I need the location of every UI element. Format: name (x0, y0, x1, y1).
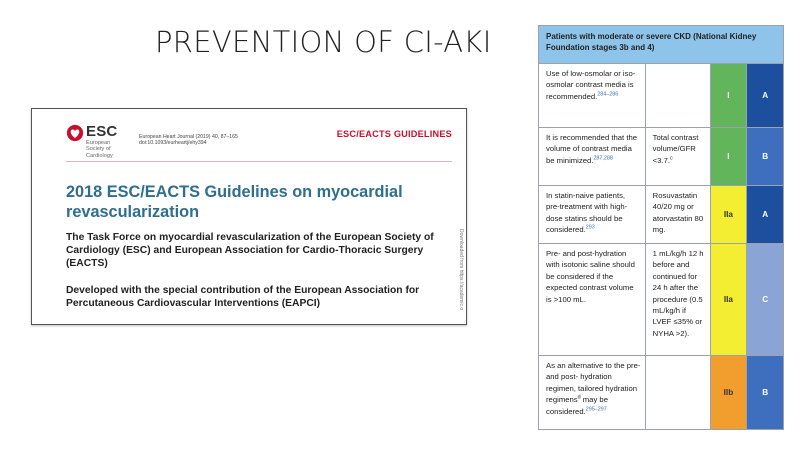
reference-number: 295–297 (585, 406, 607, 413)
download-watermark (457, 229, 465, 324)
class-badge: I (710, 64, 747, 128)
recommendation-note: 1 mL/kg/h 12 h before and continued for 24 h after the procedure (0.5 mL/kg/h if LVEF ≤35% or NYHA >2). (645, 244, 710, 356)
divider (66, 161, 452, 162)
recommendation-note: Rosuvastatin 40/20 mg or atorvastatin 80 mg. (645, 186, 710, 244)
recommendation-note (645, 356, 710, 430)
table-row (539, 128, 784, 186)
table-row (539, 186, 784, 244)
logo-subtitle: European Society of Cardiology (86, 140, 113, 159)
level-badge: C (747, 244, 784, 356)
class-badge: I (710, 128, 747, 186)
paper-title: 2018 ESC/EACTS Guidelines on myocardial revascularization (66, 183, 403, 221)
recommendation-text: It is recommended that the volume of contrast media be minimized.$^{287,288}$ (539, 128, 646, 186)
footnote-mark: c (669, 155, 673, 162)
recommendation-note: Total contrast volume/GFR <3.7.$^c$ (645, 128, 710, 186)
level-badge: B (747, 128, 784, 186)
journal-citation: European Heart Journal (2019) 40, 87–165 (139, 134, 238, 140)
level-badge: B (747, 356, 784, 430)
heart-logo-icon (66, 124, 84, 142)
level-badge: A (747, 186, 784, 244)
recommendation-text: As an alternative to the pre- and post- hydration regimen, tailored hydration regimens$^d$ may be considered.$^{295-297}$ (539, 356, 646, 430)
recommendation-text: Use of low-osmolar or iso-osmolar contrast media is recommended.$^{284-286}$ (539, 64, 646, 128)
recommendation-table (538, 25, 784, 430)
reference-number: 287,288 (593, 155, 613, 162)
table-header-row (539, 26, 784, 64)
class-badge: IIa (710, 244, 747, 356)
guideline-series-label: ESC/EACTS GUIDELINES (336, 129, 452, 139)
footnote-mark: d (577, 394, 581, 401)
table-header: Patients with moderate or severe CKD (National Kidney Foundation stages 3b and 4) (539, 26, 784, 64)
class-badge: IIa (710, 186, 747, 244)
recommendation-text: In statin-naive patients, pre-treatment with high-dose statins should be considered.$^{293}$ (539, 186, 646, 244)
slide-title: PREVENTION OF CI-AKI (155, 25, 492, 59)
task-force-statement: The Task Force on myocardial revascularization of the European Society of Cardiology (ESC) and European Association for Cardio-Thoracic Surgery (EACTS) (66, 232, 434, 269)
reference-number: 293 (585, 224, 595, 231)
guideline-paper-header (31, 108, 467, 325)
table-row (539, 356, 784, 430)
recommendation-note (645, 64, 710, 128)
journal-reference (139, 134, 238, 147)
journal-doi: doi:10.1093/eurheartj/ehy394 (139, 140, 207, 147)
recommendation-text: Pre- and post-hydration with isotonic saline should be considered if the expected contrast volume is >100 mL. (539, 244, 646, 356)
reference-number: 284–286 (597, 91, 619, 98)
table-row (539, 64, 784, 128)
download-watermark-text: Downloaded from https://academic.o (458, 229, 464, 311)
table-row (539, 244, 784, 356)
level-badge: A (747, 64, 784, 128)
contribution-statement: Developed with the special contribution of the European Association for Percutaneous Cardiovascular Interventions (EAPCI) (66, 285, 420, 309)
logo-word: ESC (86, 123, 118, 140)
class-badge: IIb (710, 356, 747, 430)
